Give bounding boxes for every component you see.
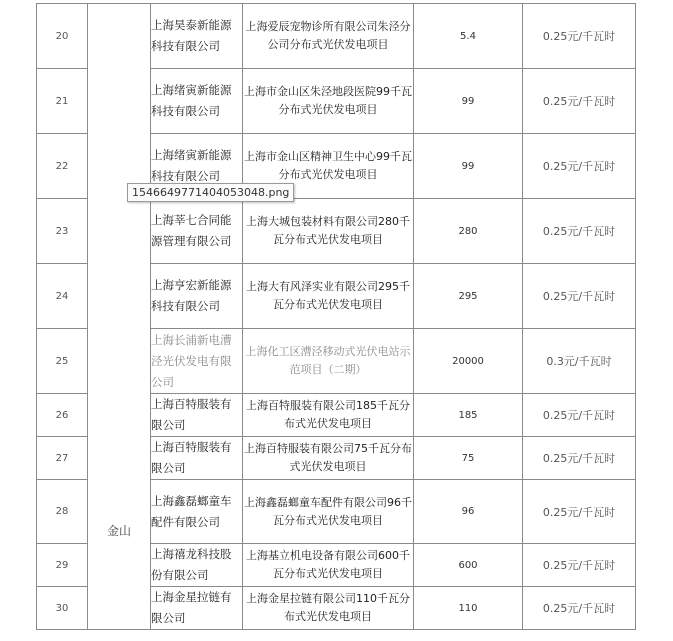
capacity-cell: 99	[414, 134, 523, 199]
company-cell: 上海百特服装有限公司	[151, 437, 243, 480]
row-number: 21	[37, 69, 88, 134]
capacity-cell: 96	[414, 480, 523, 544]
price-cell: 0.25元/千瓦时	[523, 69, 636, 134]
price-cell: 0.25元/千瓦时	[523, 544, 636, 587]
company-cell: 上海绪寅新能源科技有限公司	[151, 69, 243, 134]
project-table	[36, 3, 636, 630]
image-filename-tooltip: 1546649771404053048.png	[127, 183, 294, 202]
price-cell: 0.25元/千瓦时	[523, 587, 636, 630]
project-cell: 上海化工区漕泾移动式光伏电站示范项目（二期）	[243, 329, 414, 394]
capacity-cell: 185	[414, 394, 523, 437]
capacity-cell: 20000	[414, 329, 523, 394]
row-number: 20	[37, 4, 88, 69]
project-cell: 上海百特服装有限公司75千瓦分布式光伏发电项目	[243, 437, 414, 480]
region-label: 金山	[106, 524, 131, 538]
project-cell: 上海大有风泽实业有限公司295千瓦分布式光伏发电项目	[243, 264, 414, 329]
project-cell: 上海爱辰宠物诊所有限公司朱泾分公司分布式光伏发电项目	[243, 4, 414, 69]
company-cell: 上海昊泰新能源科技有限公司	[151, 4, 243, 69]
project-cell: 上海市金山区朱泾地段医院99千瓦分布式光伏发电项目	[243, 69, 414, 134]
company-cell: 上海长浦新电漕泾光伏发电有限公司	[151, 329, 243, 394]
price-cell: 0.25元/千瓦时	[523, 480, 636, 544]
project-cell: 上海百特服装有限公司185千瓦分布式光伏发电项目	[243, 394, 414, 437]
company-cell: 上海百特服装有限公司	[151, 394, 243, 437]
project-cell: 上海基立机电设备有限公司600千瓦分布式光伏发电项目	[243, 544, 414, 587]
row-number: 22	[37, 134, 88, 199]
row-number: 28	[37, 480, 88, 544]
capacity-cell: 110	[414, 587, 523, 630]
company-cell: 上海鑫磊螂童车配件有限公司	[151, 480, 243, 544]
price-cell: 0.25元/千瓦时	[523, 394, 636, 437]
company-cell: 上海莘七合同能源管理有限公司	[151, 199, 243, 264]
price-cell: 0.25元/千瓦时	[523, 199, 636, 264]
row-number: 25	[37, 329, 88, 394]
project-cell: 上海市金山区精神卫生中心99千瓦分布式光伏发电项目	[243, 134, 414, 199]
price-cell: 0.25元/千瓦时	[523, 4, 636, 69]
company-cell: 上海绪寅新能源科技有限公司	[151, 134, 243, 199]
price-cell: 0.25元/千瓦时	[523, 264, 636, 329]
row-number: 26	[37, 394, 88, 437]
company-cell: 上海亨宏新能源科技有限公司	[151, 264, 243, 329]
company-cell: 上海金星拉链有限公司	[151, 587, 243, 630]
project-cell: 上海大城包装材料有限公司280千瓦分布式光伏发电项目	[243, 199, 414, 264]
row-number: 27	[37, 437, 88, 480]
table-row	[37, 4, 636, 69]
row-number: 24	[37, 264, 88, 329]
price-cell: 0.25元/千瓦时	[523, 134, 636, 199]
row-number: 30	[37, 587, 88, 630]
capacity-cell: 99	[414, 69, 523, 134]
capacity-cell: 75	[414, 437, 523, 480]
company-cell: 上海禧龙科技股份有限公司	[151, 544, 243, 587]
price-cell: 0.25元/千瓦时	[523, 437, 636, 480]
row-number: 29	[37, 544, 88, 587]
capacity-cell: 280	[414, 199, 523, 264]
price-cell: 0.3元/千瓦时	[523, 329, 636, 394]
capacity-cell: 600	[414, 544, 523, 587]
capacity-cell: 5.4	[414, 4, 523, 69]
region-cell	[88, 4, 151, 630]
project-cell: 上海金星拉链有限公司110千瓦分布式光伏发电项目	[243, 587, 414, 630]
capacity-cell: 295	[414, 264, 523, 329]
row-number: 23	[37, 199, 88, 264]
project-cell: 上海鑫磊螂童车配件有限公司96千瓦分布式光伏发电项目	[243, 480, 414, 544]
